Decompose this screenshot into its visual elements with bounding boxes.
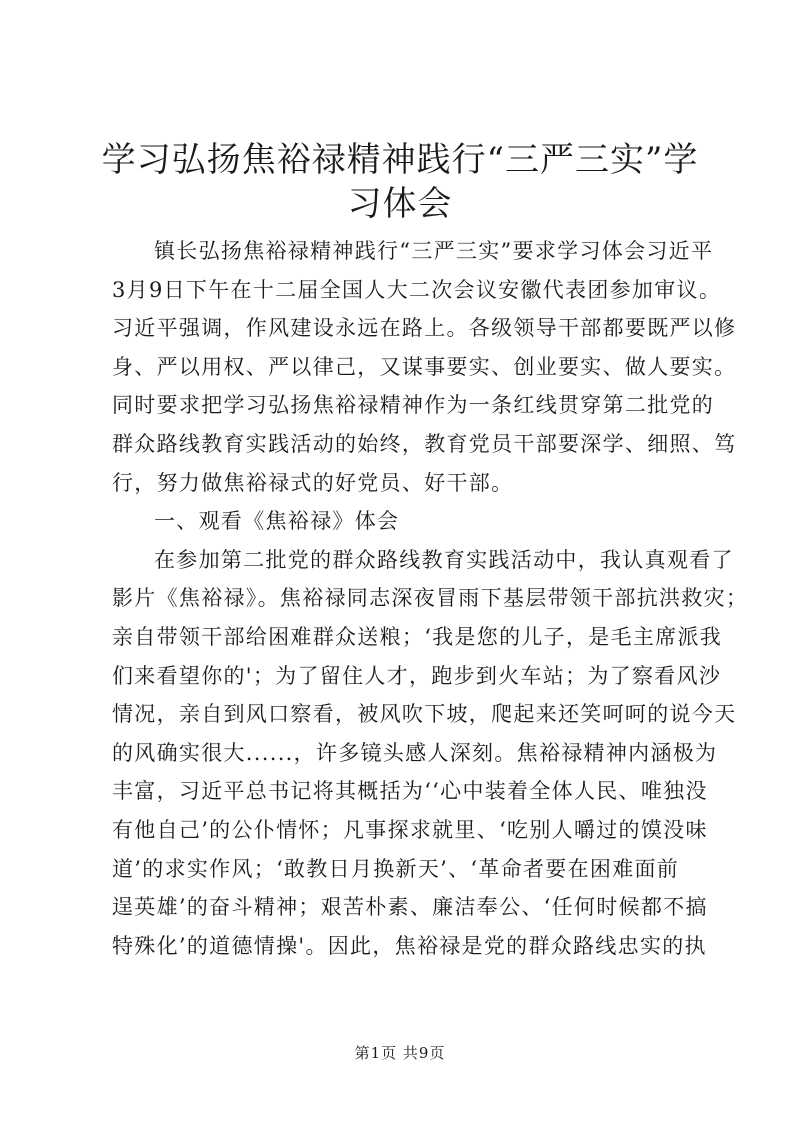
paragraph-line: 的风确实很大......，许多镜头感人深刻。焦裕禄精神内涵极为 [112,740,718,765]
document-body [112,232,749,965]
paragraph-line: 情况，亲自到风口察看，被风吹下坡，爬起来还笑呵呵的说今天 [112,702,737,727]
paragraph-line: 道’的求实作风；‘敢教日月换新天’、‘革命者要在困难面前 [112,856,680,881]
paragraph-line: 影片《焦裕禄》。焦裕禄同志深夜冒雨下基层带领干部抗洪救灾； [112,586,749,611]
paragraph-line: 丰富，习近平总书记将其概括为‘‘心中装着全体人民、唯独没 [112,779,708,804]
paragraph-line: 身、严以用权、严以律己，又谋事要实、创业要实、做人要实。 [112,354,737,379]
paragraph-line: 镇长弘扬焦裕禄精神践行“三严三实”要求学习体会习近平 [154,239,714,263]
page-number-footer: 第1页 共9页 [354,1044,446,1062]
document-title: 学习弘扬焦裕禄精神践行“三严三实”学习体会 [101,140,699,224]
paragraph-line: 亲自带领干部给困难群众送粮；‘我是您的儿子，是毛主席派我 [112,624,723,649]
paragraph-line: 们来看望你的'；为了留住人才，跑步到火车站；为了察看风沙 [112,663,722,688]
section-heading: 一、观看《焦裕禄》体会 [154,509,400,534]
paragraph-line: 行，努力做焦裕禄式的好党员、好干部。 [112,470,514,495]
paragraph-line: 群众路线教育实践活动的始终，教育党员干部要深学、细照、笃 [112,431,737,456]
paragraph-line: 逞英雄’的奋斗精神；艰苦朴素、廉洁奉公、‘任何时候都不搞 [112,895,708,920]
paragraph-line: 3月9日下午在十二届全国人大二次会议安徽代表团参加审议。 [112,277,722,302]
paragraph-line: 同时要求把学习弘扬焦裕禄精神作为一条红线贯穿第二批党的 [112,393,715,418]
paragraph-line: 习近平强调，作风建设永远在路上。各级领导干部都要既严以修 [112,316,737,341]
paragraph-line: 有他自己’的公仆情怀；凡事探求就里、‘吃别人嚼过的馍没味 [112,817,708,842]
paragraph-line: 在参加第二批党的群众路线教育实践活动中，我认真观看了 [154,547,734,572]
paragraph-line: 特殊化’的道德情操'。因此，焦裕禄是党的群众路线忠实的执 [112,933,707,958]
